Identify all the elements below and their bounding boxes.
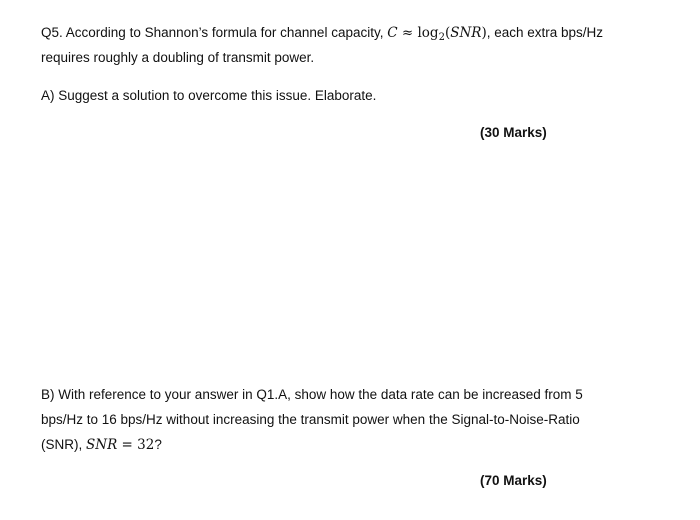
question-line-2: requires roughly a doubling of transmit power.	[41, 50, 315, 65]
approx-symbol: ≈	[401, 25, 414, 41]
question-tail: , each extra bps/Hz	[486, 25, 604, 40]
part-b-line-3	[41, 436, 162, 454]
snr-value: 32	[137, 437, 155, 453]
log-base: 2	[438, 32, 445, 43]
snr-argument: SNR	[450, 25, 482, 41]
question-number: Q5.	[41, 25, 63, 40]
capacity-formula	[387, 25, 487, 41]
snr-variable: SNR	[86, 437, 118, 453]
question-line-1	[41, 24, 603, 42]
question-mark: ?	[154, 437, 162, 452]
snr-equation	[86, 437, 154, 453]
part-a-text: A) Suggest a solution to overcome this issue. Elaborate.	[41, 88, 377, 103]
part-b-line-1: B) With reference to your answer in Q1.A, show how the data rate can be increased from 5	[41, 387, 583, 402]
log-function: log	[417, 25, 439, 41]
part-a-marks: (30 Marks)	[480, 125, 547, 140]
arg-open: (	[444, 25, 451, 41]
capacity-variable: C	[387, 25, 398, 41]
part-b-marks: (70 Marks)	[480, 473, 547, 488]
question-intro: According to Shannon’s formula for channel capacity,	[65, 25, 384, 40]
arg-close: )	[481, 25, 487, 41]
part-b-line-2: bps/Hz to 16 bps/Hz without increasing the transmit power when the Signal-to-Noise-Ratio	[41, 412, 580, 427]
snr-abbrev: (SNR),	[41, 437, 83, 452]
equals-symbol: =	[121, 437, 133, 453]
